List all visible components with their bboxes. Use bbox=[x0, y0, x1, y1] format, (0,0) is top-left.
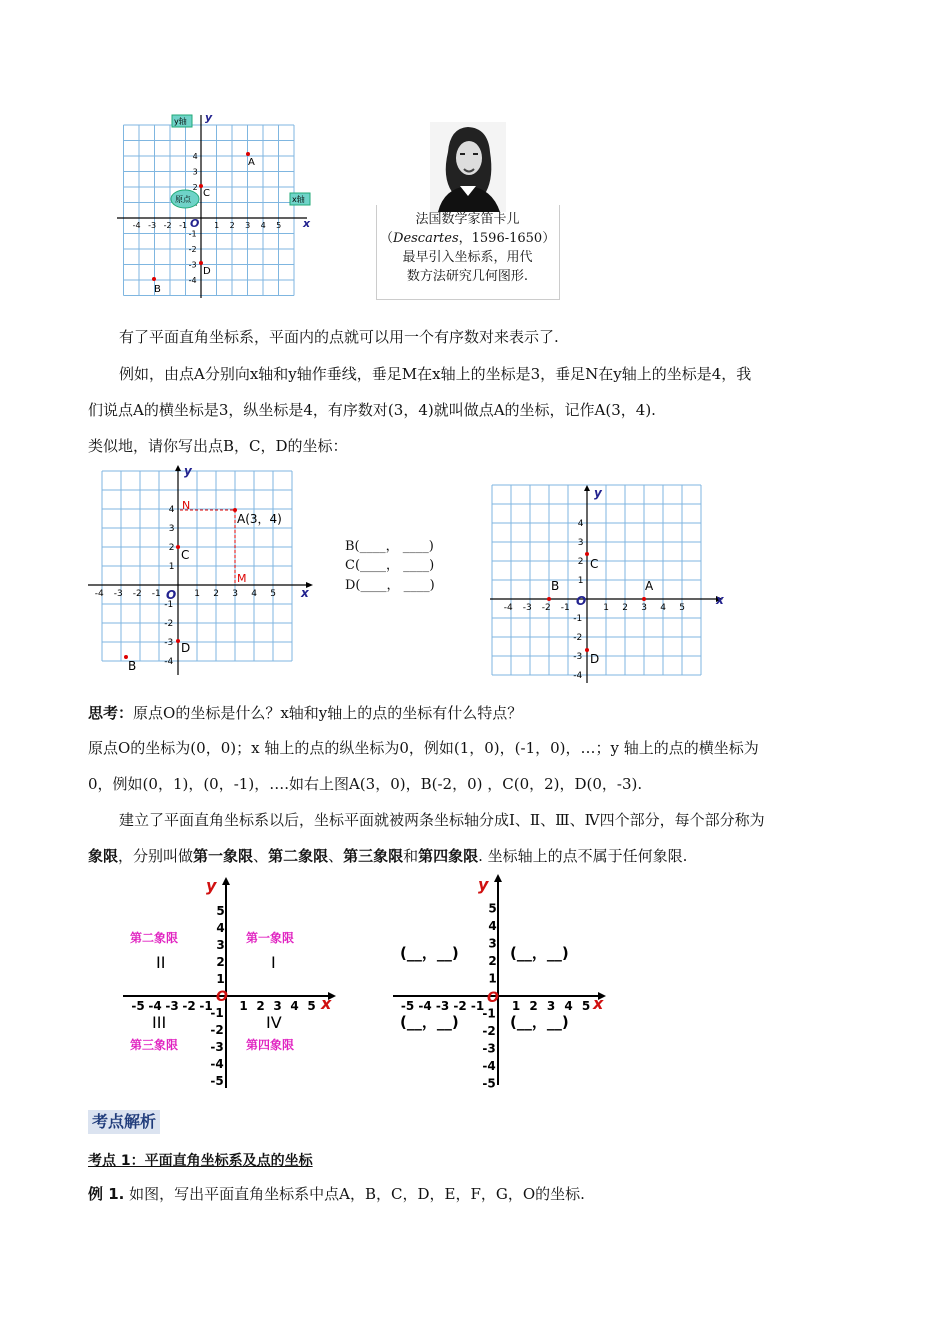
caption-years: ，1596-1650） bbox=[458, 231, 556, 246]
tick-y: 4 bbox=[192, 151, 198, 161]
tick-x: -3 bbox=[435, 999, 450, 1013]
tick-y: -3 bbox=[164, 638, 174, 649]
grid-lines bbox=[492, 485, 701, 675]
tick-x: -5 bbox=[400, 999, 415, 1013]
think-question: 原点O的坐标是什么？x轴和y轴上的点的坐标有什么特点？ bbox=[133, 704, 523, 722]
blank-c[interactable]: C(____， ____) bbox=[345, 558, 435, 573]
example-line bbox=[88, 1184, 868, 1204]
point-a-label: A bbox=[248, 157, 255, 168]
tick-x: 5 bbox=[679, 603, 686, 613]
tick-x: 3 bbox=[232, 589, 239, 599]
figure-3-grid bbox=[490, 485, 725, 685]
tick-x: 4 bbox=[251, 589, 258, 599]
tick-y: 2 bbox=[577, 557, 584, 568]
tick-x: 1 bbox=[214, 221, 220, 230]
point-c-label: C bbox=[203, 188, 210, 199]
point-c-label: C bbox=[181, 548, 190, 562]
tick-y: -1 bbox=[164, 600, 174, 611]
tick-x: 3 bbox=[641, 603, 648, 613]
paragraph-1: 有了平面直角坐标系，平面内的点就可以用一个有序数对来表示了. bbox=[119, 328, 559, 346]
q4-label: 第四象限 bbox=[246, 1038, 295, 1052]
point-c-label: C bbox=[590, 557, 599, 571]
callout-y-axis-text: y轴 bbox=[174, 117, 187, 126]
point-b-label: B bbox=[128, 659, 137, 673]
tick-x: -3 bbox=[148, 221, 157, 230]
tick-y: 3 bbox=[192, 167, 198, 177]
tick-x: 1 bbox=[194, 589, 201, 599]
answer-line-2: 0，例如(0，1)，(0，-1)，….如右上图A(3，0)，B(-2，0) ，C(0，2)，D(0，-3). bbox=[88, 775, 643, 793]
tick-x: -3 bbox=[522, 603, 532, 613]
caption-name: Descartes bbox=[393, 231, 459, 246]
example-text: 如图，写出平面直角坐标系中点A，B，C，D，E，F，G，O的坐标. bbox=[124, 1185, 585, 1203]
tick-x: 4 bbox=[290, 999, 299, 1013]
y-axis-label: y bbox=[184, 464, 192, 478]
point-d bbox=[199, 261, 203, 265]
p5-b: ，分别叫做 bbox=[118, 847, 194, 865]
tick-y: -4 bbox=[210, 1057, 224, 1072]
paragraph-2a: 例如，由点A分别向x轴和y轴作垂线，垂足M在x轴上的坐标是3，垂足N在y轴上的坐标是4，我 bbox=[119, 365, 752, 383]
caption-open: （ bbox=[380, 231, 394, 246]
tick-x: 1 bbox=[239, 999, 248, 1013]
descartes-caption bbox=[380, 210, 555, 286]
point-b bbox=[152, 277, 156, 281]
blank-d[interactable]: D(____， ____) bbox=[345, 578, 435, 593]
tick-x: 1 bbox=[603, 603, 610, 613]
label-n: N bbox=[182, 499, 191, 512]
tick-x: -4 bbox=[132, 221, 141, 230]
q1-roman: I bbox=[271, 953, 276, 972]
x-axis-label: x bbox=[321, 994, 332, 1013]
blank-b[interactable]: B(____， ____) bbox=[345, 539, 434, 554]
tick-x: 3 bbox=[546, 999, 556, 1013]
y-axis-arrow bbox=[494, 874, 502, 882]
caption-line-2 bbox=[380, 229, 555, 248]
term-q4: 第四象限 bbox=[418, 847, 479, 865]
callout-origin-text: 原点 bbox=[175, 195, 191, 204]
tick-x: -3 bbox=[113, 589, 123, 599]
tick-x: -4 bbox=[418, 999, 432, 1013]
tick-y: 1 bbox=[577, 576, 584, 587]
tick-x: -4 bbox=[94, 589, 104, 599]
point-d bbox=[176, 639, 180, 643]
q4-roman: IV bbox=[266, 1013, 282, 1032]
blank-q3[interactable]: (__，__) bbox=[400, 1013, 459, 1031]
q3-roman: III bbox=[152, 1013, 167, 1032]
paragraph-2b: 们说点A的横坐标是3，纵坐标是4，有序数对(3，4)就叫做点A的坐标，记作A(3，4). bbox=[88, 401, 656, 419]
origin-label: O bbox=[166, 588, 177, 602]
p5-j: . 坐标轴上的点不属于任何象限. bbox=[478, 847, 688, 865]
p5-h: 和 bbox=[403, 847, 419, 865]
tick-x: -1 bbox=[560, 603, 570, 613]
point-c bbox=[176, 545, 180, 549]
y-axis-arrow bbox=[222, 877, 230, 885]
tick-y: -5 bbox=[210, 1074, 224, 1089]
tick-y: -2 bbox=[482, 1024, 496, 1039]
tick-y: -3 bbox=[573, 652, 583, 663]
tick-y: 2 bbox=[192, 182, 198, 192]
tick-y: 5 bbox=[216, 904, 225, 919]
tick-y: 3 bbox=[488, 936, 497, 951]
tick-y: -5 bbox=[482, 1076, 496, 1091]
x-axis-label: x bbox=[593, 994, 604, 1013]
tick-x: -2 bbox=[453, 999, 467, 1013]
tick-y: -3 bbox=[482, 1041, 496, 1056]
y-axis-arrow bbox=[175, 465, 181, 471]
paragraph-3: 类似地，请你写出点B，C，D的坐标： bbox=[88, 437, 348, 455]
tick-x: -1 bbox=[179, 221, 188, 230]
figure-5-quadrant-blanks bbox=[388, 872, 618, 1091]
tick-y: -1 bbox=[188, 229, 197, 239]
tick-x: 4 bbox=[660, 603, 667, 613]
y-axis-label: y bbox=[478, 875, 489, 894]
tick-x: 5 bbox=[307, 999, 316, 1013]
tick-y: 4 bbox=[577, 519, 584, 530]
tick-y: 3 bbox=[216, 938, 225, 953]
tick-x: 1 bbox=[511, 999, 521, 1013]
blank-q1[interactable]: (__，__) bbox=[510, 944, 569, 962]
figure-4-quadrants bbox=[118, 875, 348, 1090]
blank-q4[interactable]: (__，__) bbox=[510, 1013, 569, 1031]
tick-x: 4 bbox=[260, 221, 266, 230]
tick-y: -2 bbox=[210, 1023, 224, 1038]
point-a bbox=[246, 152, 250, 156]
tick-y: -2 bbox=[188, 244, 197, 254]
tick-x: -1 bbox=[470, 999, 485, 1013]
tick-y: -4 bbox=[164, 657, 174, 668]
answer-line-1: 原点O的坐标为(0，0)；x 轴上的点的纵坐标为0，例如(1，0)，(-1，0)，…；y 轴上的点的横坐标为 bbox=[88, 739, 759, 757]
tick-y: -1 bbox=[482, 1006, 496, 1021]
term-q3: 第三象限 bbox=[343, 847, 404, 865]
y-axis-label: y bbox=[205, 111, 213, 124]
y-axis-arrow bbox=[584, 485, 590, 491]
section-title: 考点解析 bbox=[88, 1110, 160, 1134]
figure-1-grid bbox=[115, 113, 315, 303]
descartes-portrait bbox=[430, 122, 506, 212]
term-q2: 第二象限 bbox=[268, 847, 329, 865]
tick-y: -3 bbox=[188, 260, 197, 270]
tick-y: 1 bbox=[216, 972, 225, 987]
tick-x: 2 bbox=[529, 999, 538, 1013]
tick-x: -2 bbox=[541, 603, 551, 613]
quadrant-paragraph-1: 建立了平面直角坐标系以后，坐标平面就被两条坐标轴分成Ⅰ、Ⅱ、Ⅲ、Ⅳ四个部分，每个部分称为 bbox=[119, 811, 765, 829]
tick-x: 2 bbox=[622, 603, 629, 613]
y-axis-label: y bbox=[206, 876, 217, 895]
q1-label: 第一象限 bbox=[246, 931, 295, 945]
subsection-title: 考点 1：平面直角坐标系及点的坐标 bbox=[88, 1153, 313, 1169]
caption-line-4: 数方法研究几何图形. bbox=[406, 269, 529, 284]
p5-f: 、 bbox=[328, 847, 344, 865]
tick-y: 4 bbox=[168, 505, 175, 516]
p5-d: 、 bbox=[253, 847, 269, 865]
origin-label: O bbox=[190, 217, 200, 230]
blank-q2[interactable]: (__，__) bbox=[400, 944, 459, 962]
tick-x: -4 bbox=[503, 603, 513, 613]
think-line bbox=[88, 703, 868, 723]
point-d bbox=[585, 648, 589, 652]
origin-label: O bbox=[487, 990, 499, 1006]
point-c bbox=[585, 552, 589, 556]
tick-y: 4 bbox=[216, 921, 225, 936]
tick-y: -3 bbox=[210, 1040, 224, 1055]
tick-x: 2 bbox=[213, 589, 220, 599]
tick-x: -4 bbox=[148, 999, 162, 1013]
tick-y: 2 bbox=[168, 543, 175, 554]
example-label: 例 1. bbox=[88, 1185, 125, 1203]
tick-x: 3 bbox=[245, 221, 251, 230]
tick-y: 2 bbox=[216, 955, 225, 970]
callout-x-axis-text: x轴 bbox=[292, 195, 305, 204]
x-axis-label: x bbox=[301, 586, 309, 600]
point-b bbox=[547, 597, 551, 601]
tick-y: 5 bbox=[488, 901, 497, 916]
caption-line-3: 最早引入坐标系，用代 bbox=[402, 250, 533, 265]
point-d-label: D bbox=[590, 652, 600, 666]
figure-2-grid bbox=[88, 465, 313, 680]
tick-x: 3 bbox=[273, 999, 282, 1013]
tick-y: 2 bbox=[488, 954, 497, 969]
think-label: 思考： bbox=[88, 704, 134, 722]
caption-line-1: 法国数学家笛卡儿 bbox=[415, 212, 520, 227]
point-a bbox=[642, 597, 646, 601]
point-d-label: D bbox=[181, 641, 191, 655]
tick-x: 5 bbox=[581, 999, 591, 1013]
tick-x: -2 bbox=[182, 999, 196, 1013]
tick-x: 2 bbox=[256, 999, 265, 1013]
q3-label: 第三象限 bbox=[130, 1038, 179, 1052]
tick-x: 5 bbox=[276, 221, 282, 230]
tick-y: 1 bbox=[488, 971, 497, 986]
x-axis-label: x bbox=[303, 217, 311, 230]
point-a-label: A bbox=[645, 579, 654, 593]
q2-label: 第二象限 bbox=[130, 931, 179, 945]
tick-x: -5 bbox=[131, 999, 145, 1013]
tick-y: 1 bbox=[168, 562, 175, 573]
point-a-label: A(3，4) bbox=[237, 512, 282, 526]
term-quadrant: 象限 bbox=[88, 847, 119, 865]
origin-label: O bbox=[576, 594, 587, 608]
tick-x: -1 bbox=[199, 999, 213, 1013]
tick-y: -1 bbox=[573, 614, 583, 625]
tick-y: 4 bbox=[488, 919, 497, 934]
tick-x: -2 bbox=[163, 221, 172, 230]
label-m: M bbox=[237, 572, 247, 585]
tick-x: 5 bbox=[270, 589, 277, 599]
origin-label: O bbox=[216, 989, 228, 1005]
grid-lines bbox=[102, 471, 292, 661]
tick-y: -2 bbox=[573, 633, 583, 644]
tick-x: -3 bbox=[165, 999, 179, 1013]
term-q1: 第一象限 bbox=[193, 847, 254, 865]
tick-y: -4 bbox=[482, 1059, 496, 1074]
quadrant-paragraph-2 bbox=[88, 846, 868, 866]
tick-x: -2 bbox=[132, 589, 142, 599]
tick-x: 2 bbox=[229, 221, 235, 230]
y-axis-label: y bbox=[594, 486, 602, 500]
tick-y: -1 bbox=[210, 1006, 224, 1021]
tick-y: -4 bbox=[573, 671, 583, 682]
point-b-label: B bbox=[154, 284, 161, 295]
q2-roman: II bbox=[156, 953, 166, 972]
point-b-label: B bbox=[551, 579, 560, 593]
tick-x: 4 bbox=[564, 999, 573, 1013]
x-axis-label: x bbox=[716, 593, 724, 607]
point-d-label: D bbox=[203, 266, 211, 277]
tick-y: 3 bbox=[168, 524, 175, 535]
tick-x: -1 bbox=[151, 589, 161, 599]
tick-y: -2 bbox=[164, 619, 174, 630]
tick-y: 3 bbox=[577, 538, 584, 549]
tick-y: -4 bbox=[188, 275, 197, 285]
